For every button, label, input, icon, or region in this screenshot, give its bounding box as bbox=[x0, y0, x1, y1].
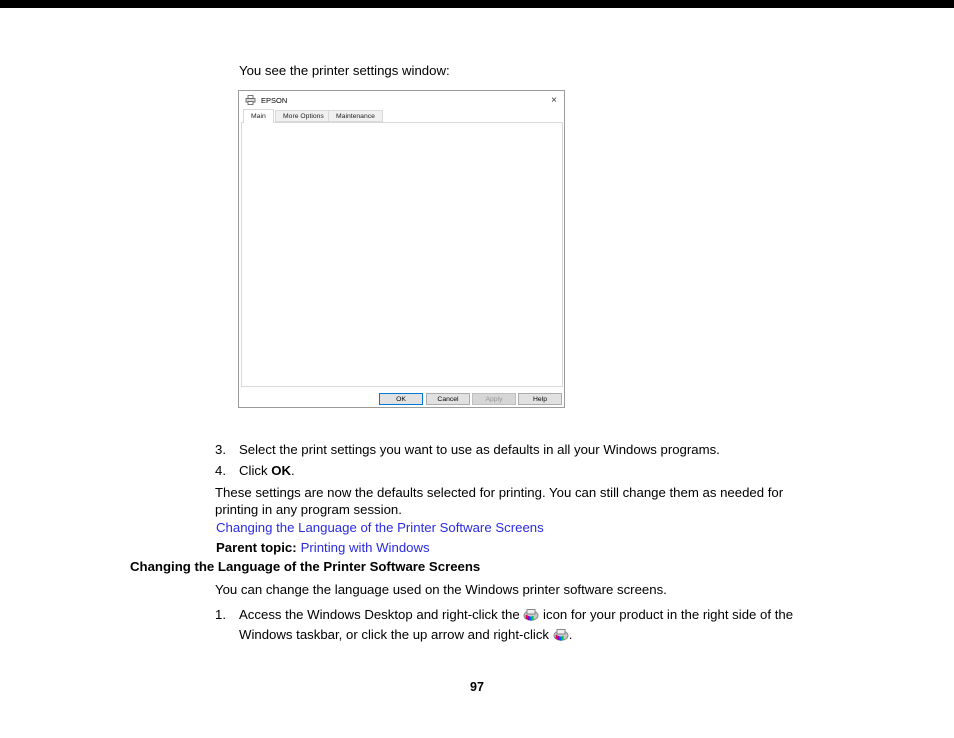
tab-maintenance[interactable]: Maintenance bbox=[328, 110, 383, 122]
section-intro bbox=[215, 581, 807, 598]
cancel-button[interactable]: Cancel bbox=[426, 393, 470, 405]
tab-more-options[interactable]: More Options bbox=[275, 110, 332, 122]
step-1 bbox=[215, 605, 824, 644]
step-number: 1. bbox=[215, 607, 226, 622]
related-link-row bbox=[216, 519, 808, 536]
dialog-tab-page bbox=[241, 122, 563, 387]
step-text bbox=[239, 605, 824, 644]
tab-main[interactable]: Main bbox=[243, 109, 274, 123]
printer-icon bbox=[245, 95, 256, 105]
step-text bbox=[239, 462, 295, 479]
help-button[interactable]: Help bbox=[518, 393, 562, 405]
link-printing-with-windows[interactable]: Printing with Windows bbox=[300, 540, 430, 555]
step-number: 4. bbox=[215, 463, 226, 478]
section-heading-text: Changing the Language of the Printer Software Screens bbox=[130, 559, 481, 574]
page-number-text: 97 bbox=[470, 680, 484, 694]
page-number bbox=[0, 680, 954, 694]
product-tray-printer-icon bbox=[553, 628, 569, 641]
paragraph-text: These settings are now the defaults selected for printing. You can still change them as needed for printing in any program session. bbox=[215, 485, 787, 517]
parent-topic-label: Parent topic: bbox=[216, 540, 297, 555]
paragraph bbox=[215, 484, 800, 518]
step-text: Select the print settings you want to use as defaults in all your Windows programs. bbox=[239, 442, 720, 457]
section-heading bbox=[130, 559, 830, 574]
step-text-part: icon for your product in the right side of the Windows taskbar, or click the up arrow and right-click bbox=[239, 607, 797, 642]
step-text-part: . bbox=[291, 463, 295, 478]
ok-emphasis: OK bbox=[271, 463, 292, 478]
step-number: 3. bbox=[215, 442, 226, 457]
dialog-titlebar bbox=[239, 91, 564, 109]
intro-text-label: You see the printer settings window: bbox=[239, 63, 450, 78]
step-text-part: Access the Windows Desktop and right-click the bbox=[239, 607, 524, 622]
printer-settings-dialog bbox=[238, 90, 565, 408]
top-black-bar bbox=[0, 0, 954, 8]
ok-button[interactable]: OK bbox=[379, 393, 423, 405]
intro-text bbox=[239, 62, 450, 79]
step-4 bbox=[215, 462, 807, 479]
parent-topic-row bbox=[216, 539, 808, 556]
step-text-part: Click bbox=[239, 463, 272, 478]
dialog-title: EPSON bbox=[261, 95, 288, 105]
section-intro-text: You can change the language used on the Windows printer software screens. bbox=[215, 582, 667, 597]
step-text-part: . bbox=[568, 626, 573, 642]
apply-button: Apply bbox=[472, 393, 516, 405]
link-changing-language[interactable]: Changing the Language of the Printer Software Screens bbox=[216, 520, 544, 535]
close-icon[interactable]: × bbox=[551, 94, 557, 106]
product-tray-printer-icon bbox=[523, 608, 539, 621]
step-3 bbox=[215, 441, 807, 458]
